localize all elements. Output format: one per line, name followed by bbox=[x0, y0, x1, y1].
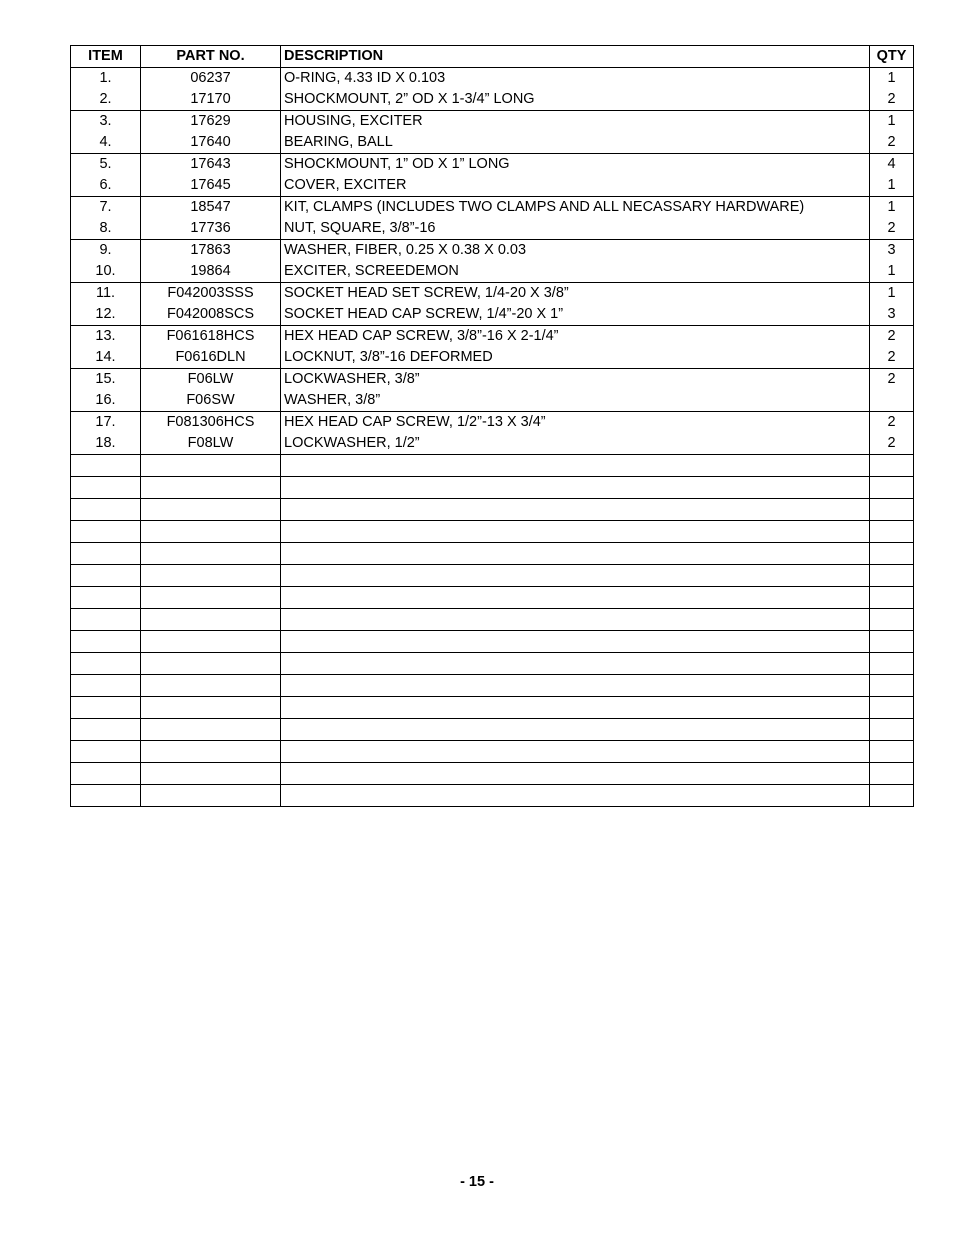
cell-description: NUT, SQUARE, 3/8”-16 bbox=[281, 218, 870, 240]
cell-description: COVER, EXCITER bbox=[281, 175, 870, 197]
empty-cell bbox=[281, 785, 870, 807]
table-row bbox=[71, 412, 914, 434]
table-row bbox=[71, 132, 914, 154]
empty-table-row bbox=[71, 785, 914, 807]
cell-description: LOCKWASHER, 1/2” bbox=[281, 433, 870, 455]
cell-item: 14. bbox=[71, 347, 141, 369]
table-row bbox=[71, 154, 914, 176]
empty-cell bbox=[71, 697, 141, 719]
empty-cell bbox=[141, 763, 281, 785]
table-row bbox=[71, 175, 914, 197]
cell-item: 17. bbox=[71, 412, 141, 434]
empty-table-row bbox=[71, 741, 914, 763]
cell-qty bbox=[870, 390, 914, 412]
empty-cell bbox=[870, 741, 914, 763]
empty-cell bbox=[281, 631, 870, 653]
empty-table-row bbox=[71, 543, 914, 565]
cell-description: WASHER, FIBER, 0.25 X 0.38 X 0.03 bbox=[281, 240, 870, 262]
table-row bbox=[71, 261, 914, 283]
table-row bbox=[71, 347, 914, 369]
empty-table-row bbox=[71, 455, 914, 477]
empty-cell bbox=[71, 543, 141, 565]
table-row bbox=[71, 433, 914, 455]
cell-part-no: 06237 bbox=[141, 68, 281, 90]
cell-item: 5. bbox=[71, 154, 141, 176]
cell-item: 8. bbox=[71, 218, 141, 240]
table-row bbox=[71, 197, 914, 219]
empty-cell bbox=[141, 521, 281, 543]
cell-description: EXCITER, SCREEDEMON bbox=[281, 261, 870, 283]
cell-item: 15. bbox=[71, 369, 141, 391]
empty-cell bbox=[141, 697, 281, 719]
empty-cell bbox=[141, 587, 281, 609]
empty-cell bbox=[870, 455, 914, 477]
cell-part-no: F042008SCS bbox=[141, 304, 281, 326]
empty-cell bbox=[141, 543, 281, 565]
empty-cell bbox=[281, 763, 870, 785]
empty-cell bbox=[281, 675, 870, 697]
cell-qty: 1 bbox=[870, 175, 914, 197]
cell-part-no: 19864 bbox=[141, 261, 281, 283]
cell-description: SOCKET HEAD CAP SCREW, 1/4”-20 X 1” bbox=[281, 304, 870, 326]
empty-table-row bbox=[71, 697, 914, 719]
empty-cell bbox=[870, 697, 914, 719]
cell-part-no: F061618HCS bbox=[141, 326, 281, 348]
empty-cell bbox=[870, 543, 914, 565]
cell-description: HEX HEAD CAP SCREW, 1/2”-13 X 3/4” bbox=[281, 412, 870, 434]
cell-description: O-RING, 4.33 ID X 0.103 bbox=[281, 68, 870, 90]
empty-cell bbox=[870, 631, 914, 653]
empty-cell bbox=[141, 455, 281, 477]
empty-cell bbox=[141, 785, 281, 807]
table-row bbox=[71, 218, 914, 240]
empty-cell bbox=[71, 631, 141, 653]
cell-item: 12. bbox=[71, 304, 141, 326]
cell-part-no: 17643 bbox=[141, 154, 281, 176]
empty-cell bbox=[71, 741, 141, 763]
table-row bbox=[71, 68, 914, 90]
empty-cell bbox=[281, 521, 870, 543]
empty-cell bbox=[71, 653, 141, 675]
empty-cell bbox=[141, 499, 281, 521]
cell-item: 1. bbox=[71, 68, 141, 90]
cell-part-no: 17170 bbox=[141, 89, 281, 111]
header-description: DESCRIPTION bbox=[281, 46, 870, 68]
empty-cell bbox=[71, 565, 141, 587]
cell-qty: 2 bbox=[870, 347, 914, 369]
empty-cell bbox=[870, 653, 914, 675]
empty-cell bbox=[870, 587, 914, 609]
empty-cell bbox=[141, 719, 281, 741]
empty-cell bbox=[281, 609, 870, 631]
cell-qty: 1 bbox=[870, 111, 914, 133]
empty-cell bbox=[281, 565, 870, 587]
cell-description: HOUSING, EXCITER bbox=[281, 111, 870, 133]
empty-cell bbox=[71, 785, 141, 807]
table-row bbox=[71, 283, 914, 305]
empty-cell bbox=[281, 477, 870, 499]
empty-cell bbox=[870, 675, 914, 697]
cell-item: 3. bbox=[71, 111, 141, 133]
cell-item: 10. bbox=[71, 261, 141, 283]
cell-qty: 1 bbox=[870, 283, 914, 305]
empty-table-row bbox=[71, 565, 914, 587]
cell-description: WASHER, 3/8” bbox=[281, 390, 870, 412]
page-number: - 15 - bbox=[460, 1174, 494, 1190]
cell-qty: 2 bbox=[870, 218, 914, 240]
header-qty: QTY bbox=[870, 46, 914, 68]
empty-cell bbox=[71, 455, 141, 477]
cell-part-no: 17645 bbox=[141, 175, 281, 197]
empty-cell bbox=[281, 587, 870, 609]
cell-part-no: 17863 bbox=[141, 240, 281, 262]
cell-item: 11. bbox=[71, 283, 141, 305]
empty-table-row bbox=[71, 675, 914, 697]
empty-table-row bbox=[71, 609, 914, 631]
cell-item: 2. bbox=[71, 89, 141, 111]
cell-part-no: 17736 bbox=[141, 218, 281, 240]
empty-cell bbox=[71, 609, 141, 631]
empty-table-row bbox=[71, 477, 914, 499]
empty-cell bbox=[71, 587, 141, 609]
cell-qty: 2 bbox=[870, 412, 914, 434]
empty-cell bbox=[141, 565, 281, 587]
empty-cell bbox=[870, 499, 914, 521]
empty-cell bbox=[71, 477, 141, 499]
cell-qty: 1 bbox=[870, 68, 914, 90]
cell-part-no: F06LW bbox=[141, 369, 281, 391]
cell-description: SHOCKMOUNT, 2” OD X 1-3/4” LONG bbox=[281, 89, 870, 111]
cell-item: 6. bbox=[71, 175, 141, 197]
cell-item: 18. bbox=[71, 433, 141, 455]
table-row bbox=[71, 304, 914, 326]
empty-cell bbox=[281, 455, 870, 477]
cell-item: 7. bbox=[71, 197, 141, 219]
empty-cell bbox=[141, 477, 281, 499]
empty-table-row bbox=[71, 763, 914, 785]
cell-part-no: 18547 bbox=[141, 197, 281, 219]
cell-part-no: F0616DLN bbox=[141, 347, 281, 369]
cell-qty: 2 bbox=[870, 132, 914, 154]
cell-qty: 2 bbox=[870, 433, 914, 455]
empty-table-row bbox=[71, 587, 914, 609]
cell-description: SOCKET HEAD SET SCREW, 1/4-20 X 3/8” bbox=[281, 283, 870, 305]
empty-cell bbox=[71, 521, 141, 543]
empty-cell bbox=[870, 719, 914, 741]
table-row bbox=[71, 326, 914, 348]
empty-cell bbox=[141, 653, 281, 675]
empty-table-row bbox=[71, 499, 914, 521]
cell-qty: 3 bbox=[870, 240, 914, 262]
empty-cell bbox=[71, 719, 141, 741]
empty-cell bbox=[141, 609, 281, 631]
empty-cell bbox=[281, 499, 870, 521]
empty-cell bbox=[281, 697, 870, 719]
table-row bbox=[71, 390, 914, 412]
header-item: ITEM bbox=[71, 46, 141, 68]
cell-part-no: F06SW bbox=[141, 390, 281, 412]
cell-qty: 2 bbox=[870, 89, 914, 111]
empty-table-row bbox=[71, 631, 914, 653]
cell-description: LOCKNUT, 3/8”-16 DEFORMED bbox=[281, 347, 870, 369]
table-row bbox=[71, 369, 914, 391]
cell-qty: 1 bbox=[870, 261, 914, 283]
cell-part-no: F042003SSS bbox=[141, 283, 281, 305]
empty-cell bbox=[870, 609, 914, 631]
cell-qty: 1 bbox=[870, 197, 914, 219]
empty-cell bbox=[870, 785, 914, 807]
cell-item: 9. bbox=[71, 240, 141, 262]
empty-table-row bbox=[71, 653, 914, 675]
empty-cell bbox=[870, 565, 914, 587]
empty-cell bbox=[71, 763, 141, 785]
empty-cell bbox=[71, 499, 141, 521]
table-header-row bbox=[71, 46, 914, 68]
table-row bbox=[71, 111, 914, 133]
empty-cell bbox=[141, 631, 281, 653]
cell-part-no: F081306HCS bbox=[141, 412, 281, 434]
cell-qty: 2 bbox=[870, 326, 914, 348]
cell-item: 13. bbox=[71, 326, 141, 348]
parts-list-table bbox=[70, 45, 914, 807]
cell-qty: 2 bbox=[870, 369, 914, 391]
table-row bbox=[71, 89, 914, 111]
empty-cell bbox=[281, 719, 870, 741]
empty-table-row bbox=[71, 719, 914, 741]
cell-item: 4. bbox=[71, 132, 141, 154]
empty-table-row bbox=[71, 521, 914, 543]
table-row bbox=[71, 240, 914, 262]
cell-item: 16. bbox=[71, 390, 141, 412]
empty-cell bbox=[870, 763, 914, 785]
cell-description: LOCKWASHER, 3/8” bbox=[281, 369, 870, 391]
parts-table-body bbox=[71, 68, 914, 807]
empty-cell bbox=[281, 653, 870, 675]
cell-part-no: F08LW bbox=[141, 433, 281, 455]
empty-cell bbox=[71, 675, 141, 697]
cell-description: KIT, CLAMPS (INCLUDES TWO CLAMPS AND ALL NECASSARY HARDWARE) bbox=[281, 197, 870, 219]
cell-part-no: 17629 bbox=[141, 111, 281, 133]
cell-qty: 4 bbox=[870, 154, 914, 176]
header-part-no: PART NO. bbox=[141, 46, 281, 68]
empty-cell bbox=[870, 521, 914, 543]
empty-cell bbox=[141, 675, 281, 697]
cell-description: SHOCKMOUNT, 1” OD X 1” LONG bbox=[281, 154, 870, 176]
cell-description: HEX HEAD CAP SCREW, 3/8”-16 X 2-1/4” bbox=[281, 326, 870, 348]
empty-cell bbox=[281, 741, 870, 763]
cell-part-no: 17640 bbox=[141, 132, 281, 154]
cell-description: BEARING, BALL bbox=[281, 132, 870, 154]
cell-qty: 3 bbox=[870, 304, 914, 326]
empty-cell bbox=[141, 741, 281, 763]
empty-cell bbox=[870, 477, 914, 499]
empty-cell bbox=[281, 543, 870, 565]
